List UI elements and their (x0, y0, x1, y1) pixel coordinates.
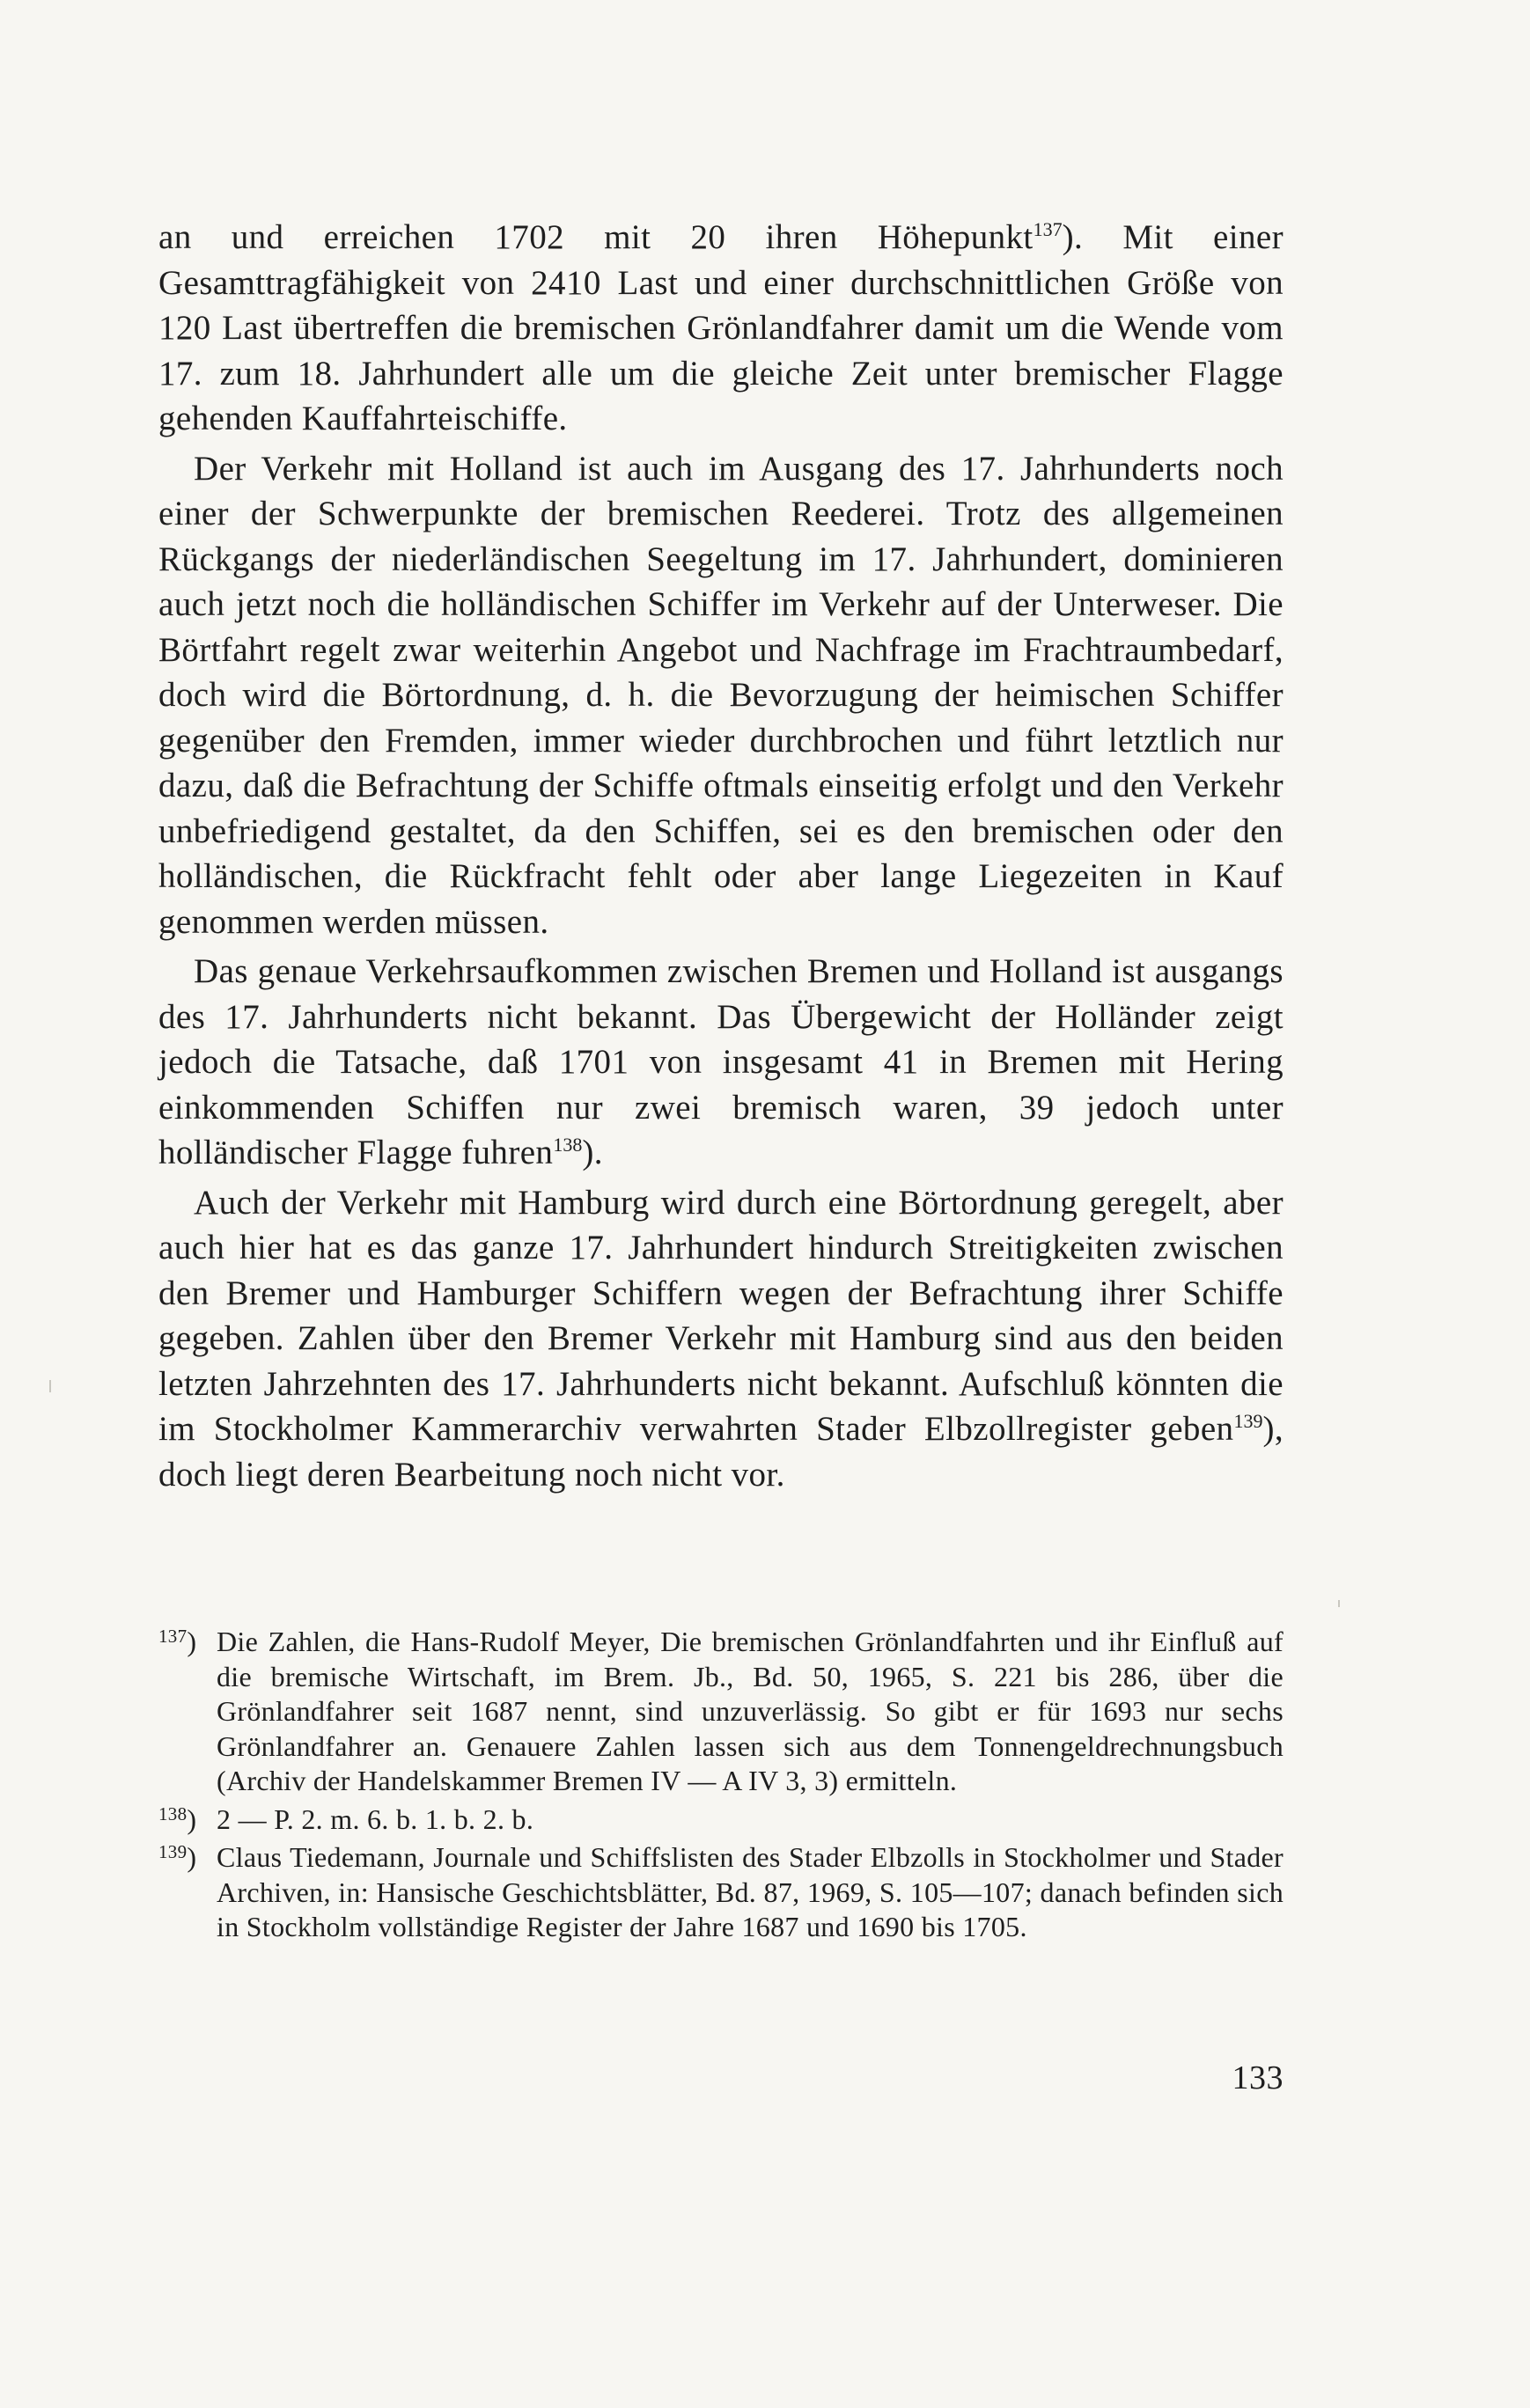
footnote-text: Claus Tiedemann, Journale und Schiffslisten des Stader Elbzolls in Stockholmer und Stader Archiven, in: Hansische Geschichtsblätter, Bd. 87, 1969, S. 105—107; danach befinden sich in Stockholm vollständige Register der Jahre 1687 und 1690 bis 1705. (217, 1841, 1284, 1942)
paragraph-2: Der Verkehr mit Holland ist auch im Ausgang des 17. Jahrhunderts noch einer der Schwerpunkte der bremischen Reederei. Trotz des allgemeinen Rückgangs der niederländischen Seegeltung im 17. Jahrhundert, dominieren auch jetzt noch die holländischen Schiffer im Verkehr auf der Unterweser. Die Börtfahrt regelt zwar weiterhin Angebot und Nachfrage im Frachtraumbedarf, doch wird die Börtordnung, d. h. die Bevorzugung der heimischen Schiffer gegenüber den Fremden, immer wieder durchbrochen und führt letztlich nur dazu, daß die Befrachtung der Schiffe oftmals einseitig erfolgt und den Verkehr unbefriedigend gestaltet, da den Schiffen, sei es den bremischen oder den holländischen, die Rückfracht fehlt oder aber lange Liegezeiten in Kauf genommen werden müssen. (158, 449, 1284, 941)
footnote-139 (158, 1840, 1284, 1945)
paragraph-3-text-a: Das genaue Verkehrsaufkommen zwischen Bremen und Holland ist ausgangs des 17. Jahrhunderts nicht bekannt. Das Übergewicht der Holländer zeigt jedoch die Tatsache, daß 1701 von insgesamt 41 in Bremen mit Hering einkommenden Schiffen nur zwei bremisch waren, 39 jedoch unter holländischer Flagge fuhren (158, 952, 1284, 1171)
paragraph-1-text-b: ). Mit einer Gesamttragfähigkeit von 2410 Last und einer durchschnittlichen Größe von 120 Last übertreffen die bremischen Grönlandfahrer damit um die Wende vom 17. zum 18. Jahrhundert alle um die gleiche Zeit unter bremischer Flagge gehenden Kauffahrteischiffe. (158, 218, 1284, 437)
footnote-138 (158, 1802, 1284, 1838)
footnote-text: 2 — P. 2. m. 6. b. 1. b. 2. b. (217, 1802, 534, 1835)
scan-speck (49, 1380, 51, 1392)
footnote-marker: $^{139}$) (158, 1841, 197, 1873)
paragraph-3 (158, 949, 1284, 1176)
footnote-number: 137 (158, 1626, 188, 1647)
footnote-marker: $^{138}$) (158, 1802, 197, 1835)
footnote-ref-139[interactable]: 139 (1233, 1410, 1263, 1432)
paragraph-4-text-a: Auch der Verkehr mit Hamburg wird durch eine Börtordnung geregelt, aber auch hier hat es das ganze 17. Jahrhundert hindurch Streitigkeiten zwischen den Bremer und Hamburger Schiffern wegen der Befrachtung ihrer Schiffe gegeben. Zahlen über den Bremer Verkehr mit Hamburg sind aus den beiden letzten Jahrzehnten des 17. Jahrhunderts nicht bekannt. Aufschluß könnten die im Stockholmer Kammerarchiv verwahrten Stader Elbzollregister geben (158, 1183, 1284, 1448)
footnote-ref-138[interactable]: 138 (553, 1134, 583, 1156)
footnote-number: 138 (158, 1802, 188, 1824)
footnotes (158, 1625, 1284, 1949)
paragraph-4-text-b: ), doch liegt deren Bearbeitung noch nicht vor. (158, 1410, 1284, 1494)
main-text (158, 215, 1284, 1497)
paragraph-3-text-b: ). (582, 1134, 603, 1171)
paragraph-1 (158, 215, 1284, 442)
footnote-marker: $^{137}$) (158, 1626, 197, 1657)
footnote-137 (158, 1625, 1284, 1799)
page-number: 133 (1232, 2059, 1284, 2096)
paragraph-4 (158, 1180, 1284, 1498)
footnote-ref-137[interactable]: 137 (1033, 218, 1063, 240)
scan-speck (1338, 1600, 1340, 1607)
footnote-text: Die Zahlen, die Hans-Rudolf Meyer, Die bremischen Grönlandfahrten und ihr Einfluß auf die bremische Wirtschaft, im Brem. Jb., Bd. 50, 1965, S. 221 bis 286, über die Grönlandfahrer seit 1687 nennt, sind unzuverlässig. So gibt er für 1693 nur sechs Grönlandfahrer an. Genauere Zahlen lassen sich aus dem Tonnengeldrechnungsbuch (Archiv der Handelskammer Bremen IV — A IV 3, 3) ermitteln. (217, 1626, 1284, 1796)
footnote-number: 139 (158, 1841, 188, 1862)
paragraph-1-text-a: an und erreichen 1702 mit 20 ihren Höhepunkt (158, 218, 1033, 256)
